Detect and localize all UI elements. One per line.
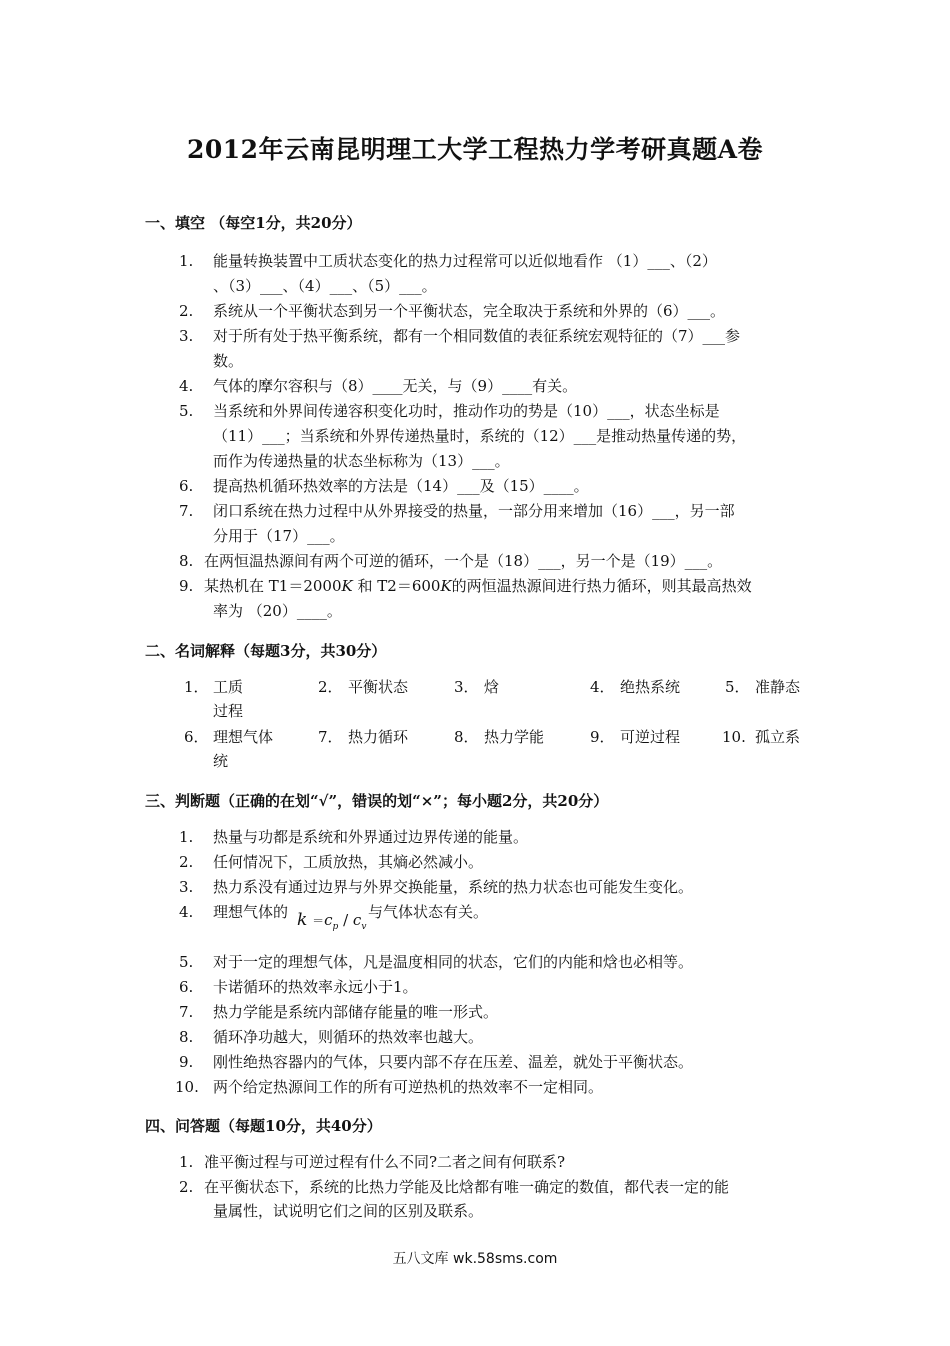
- term-label: 工质: [213, 678, 244, 696]
- section-heading-true-false: 三、判断题（正确的在划“√”，错误的划“×”；每小题2分，共20分）: [145, 792, 609, 810]
- item-number: 1.: [179, 252, 194, 270]
- term-label: 热力学能: [484, 728, 545, 746]
- item-text: （11）___；当系统和外界传递热量时，系统的（12）___是推动热量传递的势，: [213, 427, 747, 445]
- term-label: 绝热系统: [620, 678, 681, 696]
- item-text: 与气体状态有关。: [368, 903, 489, 921]
- item-number: 5.: [179, 953, 194, 971]
- page-title: 2012年云南昆明理工大学工程热力学考研真题A卷: [187, 135, 763, 164]
- item-text: 在平衡状态下，系统的比热力学能及比焓都有唯一确定的数值，都代表一定的能: [204, 1178, 730, 1196]
- term-label: 理想气体: [213, 728, 274, 746]
- item-text: 热力学能是系统内部储存能量的唯一形式。: [213, 1003, 499, 1021]
- item-text: 循环净功越大，则循环的热效率也越大。: [213, 1028, 484, 1046]
- section-heading-fill-blank: 一、填空 （每空1分，共20分）: [145, 214, 362, 232]
- item-text: 任何情况下，工质放热，其熵必然减小。: [213, 853, 484, 871]
- item-number: 9.: [179, 1053, 194, 1071]
- term-number: 7．: [318, 728, 343, 746]
- term-label: 焓: [484, 678, 500, 696]
- item-text: 刚性绝热容器内的气体，只要内部不存在压差、温差，就处于平衡状态。: [213, 1053, 694, 1071]
- item-text: 理想气体的: [213, 903, 289, 921]
- item-text: 、（3）___、（4）___、（5）___。: [213, 277, 437, 295]
- item-text: 某热机在 T1＝2000K 和 T2＝600K的两恒温热源间进行热力循环，则其最高热效: [204, 577, 752, 595]
- item-text: 在两恒温热源间有两个可逆的循环，一个是（18）___，另一个是（19）___。: [204, 552, 723, 570]
- item-number: 5.: [179, 402, 194, 420]
- item-text: 卡诺循环的热效率永远小于1。: [213, 978, 418, 996]
- term-number: 1．: [184, 678, 209, 696]
- kelvin-symbol: K: [440, 577, 452, 595]
- kelvin-symbol: K: [341, 577, 353, 595]
- item-text: 闭口系统在热力过程中从外界接受的热量，一部分用来增加（16）___，另一部: [213, 502, 735, 520]
- item-number: 8.: [179, 552, 194, 570]
- item-text: 而作为传递热量的状态坐标称为（13）___。: [213, 452, 510, 470]
- item-number: 7.: [179, 502, 194, 520]
- term-label-wrap: 统: [213, 752, 229, 770]
- term-number: 2．: [318, 678, 343, 696]
- item-number: 10.: [175, 1078, 199, 1096]
- term-label: 平衡状态: [348, 678, 409, 696]
- item-text: 量属性，试说明它们之间的区别及联系。: [213, 1202, 484, 1220]
- item-number: 1.: [179, 828, 194, 846]
- term-label-wrap: 过程: [213, 702, 244, 720]
- item-text: 分用于（17）___。: [213, 527, 345, 545]
- item-text: 热力系没有通过边界与外界交换能量，系统的热力状态也可能发生变化。: [213, 878, 694, 896]
- term-number: 3．: [454, 678, 479, 696]
- term-label: 可逆过程: [620, 728, 681, 746]
- item-text: 率为 （20）____。: [213, 602, 342, 620]
- item-number: 1.: [179, 1153, 194, 1171]
- term-label: 孤立系: [755, 728, 801, 746]
- item-text: 提高热机循环热效率的方法是（14）___及（15）____。: [213, 477, 589, 495]
- term-number: 8．: [454, 728, 479, 746]
- item-text: 能量转换装置中工质状态变化的热力过程常可以近似地看作 （1）___、（2）: [213, 252, 717, 270]
- item-number: 8.: [179, 1028, 194, 1046]
- term-label: 热力循环: [348, 728, 409, 746]
- item-number: 9.: [179, 577, 194, 595]
- item-number: 2.: [179, 302, 194, 320]
- term-number: 4．: [590, 678, 615, 696]
- footer-watermark: 五八文库 wk.58sms.com: [392, 1251, 558, 1267]
- item-text: 当系统和外界间传递容积变化功时，推动作功的势是（10）___，状态坐标是: [213, 402, 720, 420]
- term-number: 6．: [184, 728, 209, 746]
- item-text: 两个给定热源间工作的所有可逆热机的热效率不一定相同。: [213, 1078, 604, 1096]
- term-number: 5．: [725, 678, 750, 696]
- term-number: 10.: [722, 728, 746, 746]
- item-number: 4.: [179, 903, 194, 921]
- item-text: 准平衡过程与可逆过程有什么不同?二者之间有何联系?: [204, 1153, 566, 1171]
- item-number: 7.: [179, 1003, 194, 1021]
- item-number: 3.: [179, 878, 194, 896]
- item-number: 2.: [179, 1178, 194, 1196]
- term-label: 准静态: [755, 678, 801, 696]
- item-text: 数。: [213, 352, 244, 370]
- section-heading-terms: 二、名词解释（每题3分，共30分）: [145, 642, 387, 660]
- item-text: 对于所有处于热平衡系统，都有一个相同数值的表征系统宏观特征的（7）___参: [213, 327, 741, 345]
- item-number: 6.: [179, 978, 194, 996]
- term-number: 9．: [590, 728, 615, 746]
- specific-heat-ratio-formula: $k =c_p / c_v$: [297, 910, 367, 932]
- item-number: 6.: [179, 477, 194, 495]
- section-heading-short-answer: 四、问答题（每题10分，共40分）: [145, 1117, 382, 1135]
- item-text: 系统从一个平衡状态到另一个平衡状态，完全取决于系统和外界的（6）___。: [213, 302, 726, 320]
- item-number: 4.: [179, 377, 194, 395]
- item-text: 气体的摩尔容积与（8）____无关，与（9）____有关。: [213, 377, 578, 395]
- item-number: 2.: [179, 853, 194, 871]
- item-number: 3.: [179, 327, 194, 345]
- item-text: 热量与功都是系统和外界通过边界传递的能量。: [213, 828, 529, 846]
- item-text: 对于一定的理想气体，凡是温度相同的状态，它们的内能和焓也必相等。: [213, 953, 694, 971]
